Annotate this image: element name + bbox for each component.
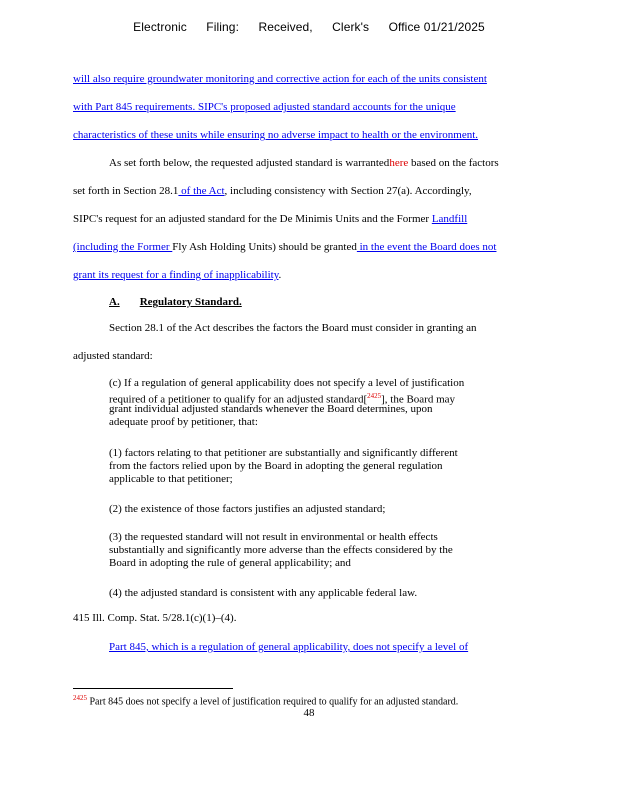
header-received: Received, xyxy=(258,20,313,34)
footnote-marker: 2425 xyxy=(73,694,87,702)
quote-factor3-line1: (3) the requested standard will not result in environmental or health effects xyxy=(109,531,438,543)
quote-factor3-line3: Board in adopting the rule of general applicability; and xyxy=(109,557,351,569)
quote-factor1-line2: from the factors relied upon by the Board in adopting the general regulation xyxy=(109,460,443,472)
footnote-text: Part 845 does not specify a level of justification required to qualify for an adjusted standard. xyxy=(87,696,459,708)
quote-c-line4: adequate proof by petitioner, that: xyxy=(109,416,258,428)
para1-line2: with Part 845 requirements. SIPC's proposed adjusted standard accounts for the unique xyxy=(73,101,456,113)
footnote xyxy=(73,694,458,707)
header-electronic: Electronic xyxy=(133,20,187,34)
para2-inserted-inapplicability: grant its request for a finding of inapplicability xyxy=(73,269,279,281)
para2-inserted-of-the-act: of the Act xyxy=(178,185,225,197)
quote-factor4: (4) the adjusted standard is consistent with any applicable federal law. xyxy=(109,587,418,599)
quote-text: ], the Board may xyxy=(381,393,456,406)
header-filing: Filing: xyxy=(206,20,240,34)
para2-inserted-including: (including the Former xyxy=(73,241,173,253)
para3-line1: Section 28.1 of the Act describes the factors the Board must consider in granting an xyxy=(109,322,477,334)
para2-text: . xyxy=(278,269,282,281)
quote-c-line3: grant individual adjusted standards whenever the Board determines, upon xyxy=(109,403,433,415)
para2-text: SIPC's request for an adjusted standard for the De Minimis Units and the Former xyxy=(73,213,432,225)
filing-header xyxy=(0,20,618,34)
page-number: 48 xyxy=(303,707,315,719)
para2-inserted-landfill: Landfill xyxy=(431,213,468,225)
para2-text: Fly Ash Holding Units) xyxy=(172,241,276,253)
quote-factor1-line1: (1) factors relating to that petitioner are substantially and significantly different xyxy=(109,447,458,459)
quote-c-line1: (c) If a regulation of general applicability does not specify a level of justification xyxy=(109,377,465,389)
para2-text: , including consistency with Section 27(a). Accordingly, xyxy=(224,185,472,197)
section-letter: A. xyxy=(109,296,120,308)
statute-citation: 415 Ill. Comp. Stat. 5/28.1(c)(1)–(4). xyxy=(73,612,237,624)
para2-inserted-event: in the event the Board does not xyxy=(356,241,497,253)
footnote-reference[interactable]: 2425 xyxy=(367,392,382,400)
quote-factor3-line2: substantially and significantly more adverse than the effects considered by the xyxy=(109,544,453,556)
para3-line2: adjusted standard: xyxy=(73,350,153,362)
para2-text: based on the factors xyxy=(408,157,499,169)
quote-factor1-line3: applicable to that petitioner; xyxy=(109,473,233,485)
footnote-divider xyxy=(73,688,233,689)
para1-line3: characteristics of these units while ensuring no adverse impact to health or the environment. xyxy=(73,129,479,141)
para2-text: set forth in Section 28.1 xyxy=(73,185,179,197)
section-heading xyxy=(109,296,256,308)
para2-line2 xyxy=(73,185,472,197)
para4-line1: Part 845, which is a regulation of general applicability, does not specify a level of xyxy=(109,641,469,653)
para2-line4 xyxy=(73,241,496,253)
para1-line1: will also require groundwater monitoring and corrective action for each of the units consistent xyxy=(73,73,487,85)
para2-text: As set forth below, the requested adjusted standard is warranted xyxy=(109,157,390,169)
header-clerks: Clerk's xyxy=(332,20,370,34)
quote-factor2: (2) the existence of those factors justifies an adjusted standard; xyxy=(109,503,386,515)
quote-text: required of a petitioner to qualify for an adjusted standard[ xyxy=(109,393,368,406)
para2-inserted-here: here xyxy=(389,157,409,169)
para2-line3 xyxy=(73,213,467,225)
para2-line5 xyxy=(73,269,281,281)
section-title: Regulatory Standard. xyxy=(139,296,242,308)
para2-text: should be granted xyxy=(275,241,357,253)
para2-line1 xyxy=(109,157,499,169)
header-office-date: Office 01/21/2025 xyxy=(388,20,485,34)
